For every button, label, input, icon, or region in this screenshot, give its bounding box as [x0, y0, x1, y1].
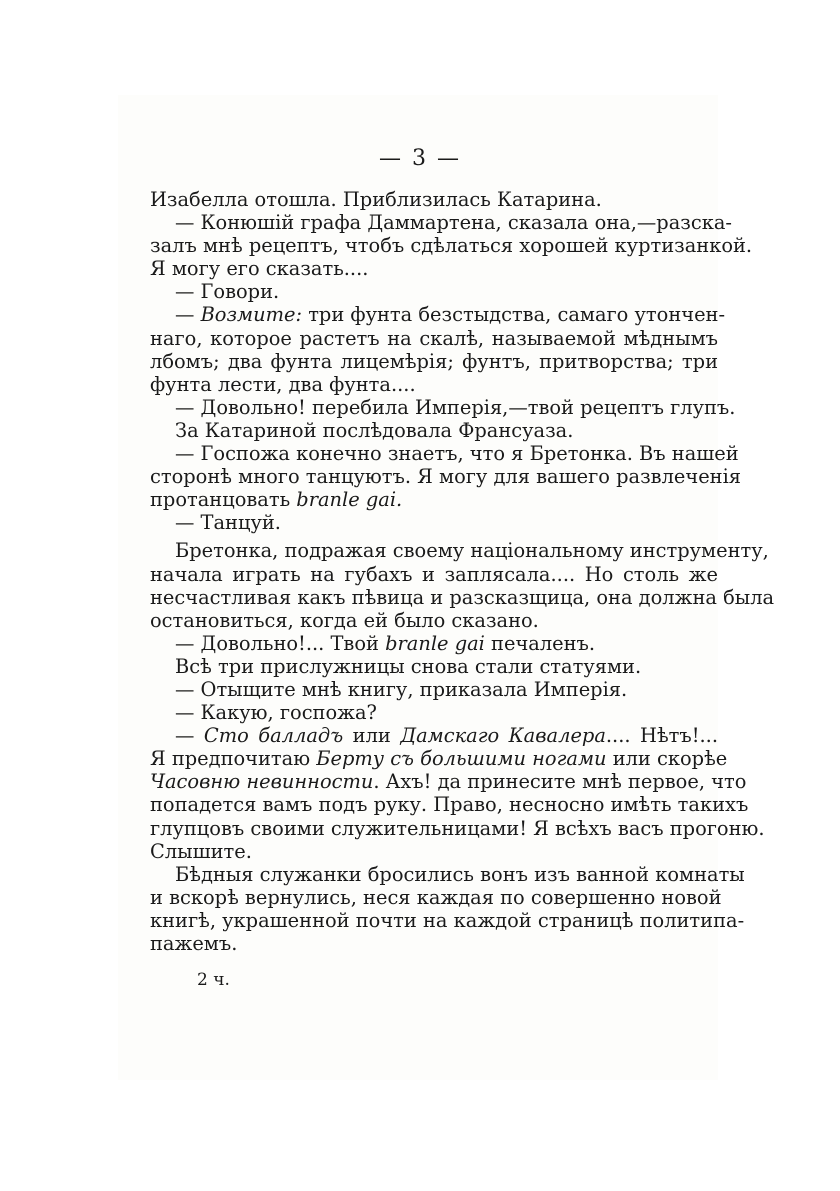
text-span: протанцовать	[150, 488, 297, 512]
text-line: — Отыщите мнѣ книгу, приказала Имперія.	[175, 677, 628, 701]
text-line	[150, 303, 726, 327]
text-line: Всѣ три прислужницы снова стали статуями.	[175, 654, 642, 678]
text-line: залъ мнѣ рецептъ, чтобъ сдѣлаться хорошей куртизанкой.	[150, 234, 753, 258]
text-line: лбомъ; два фунта лицемѣрія; фунтъ, притворства; три	[150, 349, 718, 373]
text-line: — Конюшій графа Даммартена, сказала она,—разска-	[175, 211, 732, 235]
italic-phrase: Возмите:	[200, 303, 303, 327]
text-line: Я могу его сказать....	[150, 257, 369, 281]
text-line: Бретонка, подражая своему національному инструменту,	[175, 539, 769, 563]
text-line: остановиться, когда ей было сказано.	[150, 608, 539, 632]
text-span: печаленъ.	[484, 631, 596, 655]
text-line: книгѣ, украшенной почти на каждой страницѣ политипа-	[150, 908, 745, 932]
italic-phrase: Сто балладъ	[203, 724, 344, 748]
body-text	[150, 188, 775, 955]
text-span: три фунта безстыдства, самаго утончен-	[302, 303, 726, 327]
text-line: несчастливая какъ пѣвица и разсказщица, она должна была	[150, 585, 775, 609]
page-number: — 3 —	[379, 146, 461, 171]
text-line	[150, 488, 718, 511]
text-line: начала играть на губахъ и заплясала.... Но столь же	[150, 562, 718, 586]
text-line: сторонѣ много танцуютъ. Я могу для вашего развлеченія	[150, 465, 742, 489]
text-span: — Довольно!... Твой	[175, 631, 386, 655]
text-line: — Довольно! перебила Имперія,—твой рецептъ глупъ.	[175, 395, 736, 419]
text-line: Изабелла отошла. Приблизилась Катарина.	[150, 188, 602, 211]
text-line: глупцовъ своими служительницами! Я всѣхъ васъ прогоню.	[150, 816, 765, 840]
text-line: пажемъ.	[150, 932, 238, 955]
text-line: фунта лести, два фунта....	[150, 372, 416, 396]
text-line	[150, 724, 718, 747]
text-line: и вскорѣ вернулись, неся каждая по совершенно новой	[150, 885, 722, 909]
text-span: . Ахъ! да принесите мнѣ первое, что	[373, 770, 747, 794]
text-line: Слышите.	[150, 839, 252, 863]
text-line: — Какую, госпожа?	[175, 701, 377, 725]
text-line	[150, 770, 747, 794]
text-span: .... Нѣтъ!...	[605, 724, 718, 748]
signature-mark: 2 ч.	[197, 970, 230, 990]
text-span: —	[175, 724, 204, 748]
italic-phrase: Часовню невинности	[150, 770, 374, 794]
text-span: Я предпочитаю	[150, 747, 317, 771]
text-line: попадется вамъ подъ руку. Право, несносно имѣть такихъ	[150, 793, 749, 817]
italic-phrase: Дамскаго Кавалера	[400, 724, 606, 748]
text-line: — Танцуй.	[175, 511, 281, 535]
text-line: наго, которое растетъ на скалѣ, называемой мѣднымъ	[150, 326, 718, 350]
italic-phrase: Берту съ большими ногами	[316, 747, 607, 771]
text-line: — Говори.	[175, 280, 280, 304]
italic-phrase: branle gai.	[296, 488, 403, 512]
text-line	[150, 747, 728, 771]
italic-phrase: branle gai	[385, 631, 485, 655]
text-line: Бѣдныя служанки бросились вонъ изъ ванной комнаты	[175, 862, 745, 886]
text-line	[150, 632, 718, 655]
text-span: —	[175, 303, 201, 327]
text-line: За Катариной послѣдовала Франсуаза.	[175, 418, 574, 442]
text-span: или	[343, 724, 401, 748]
text-span: или скорѣе	[606, 747, 728, 771]
text-line: — Госпожа конечно знаетъ, что я Бретонка. Въ нашей	[175, 442, 739, 466]
